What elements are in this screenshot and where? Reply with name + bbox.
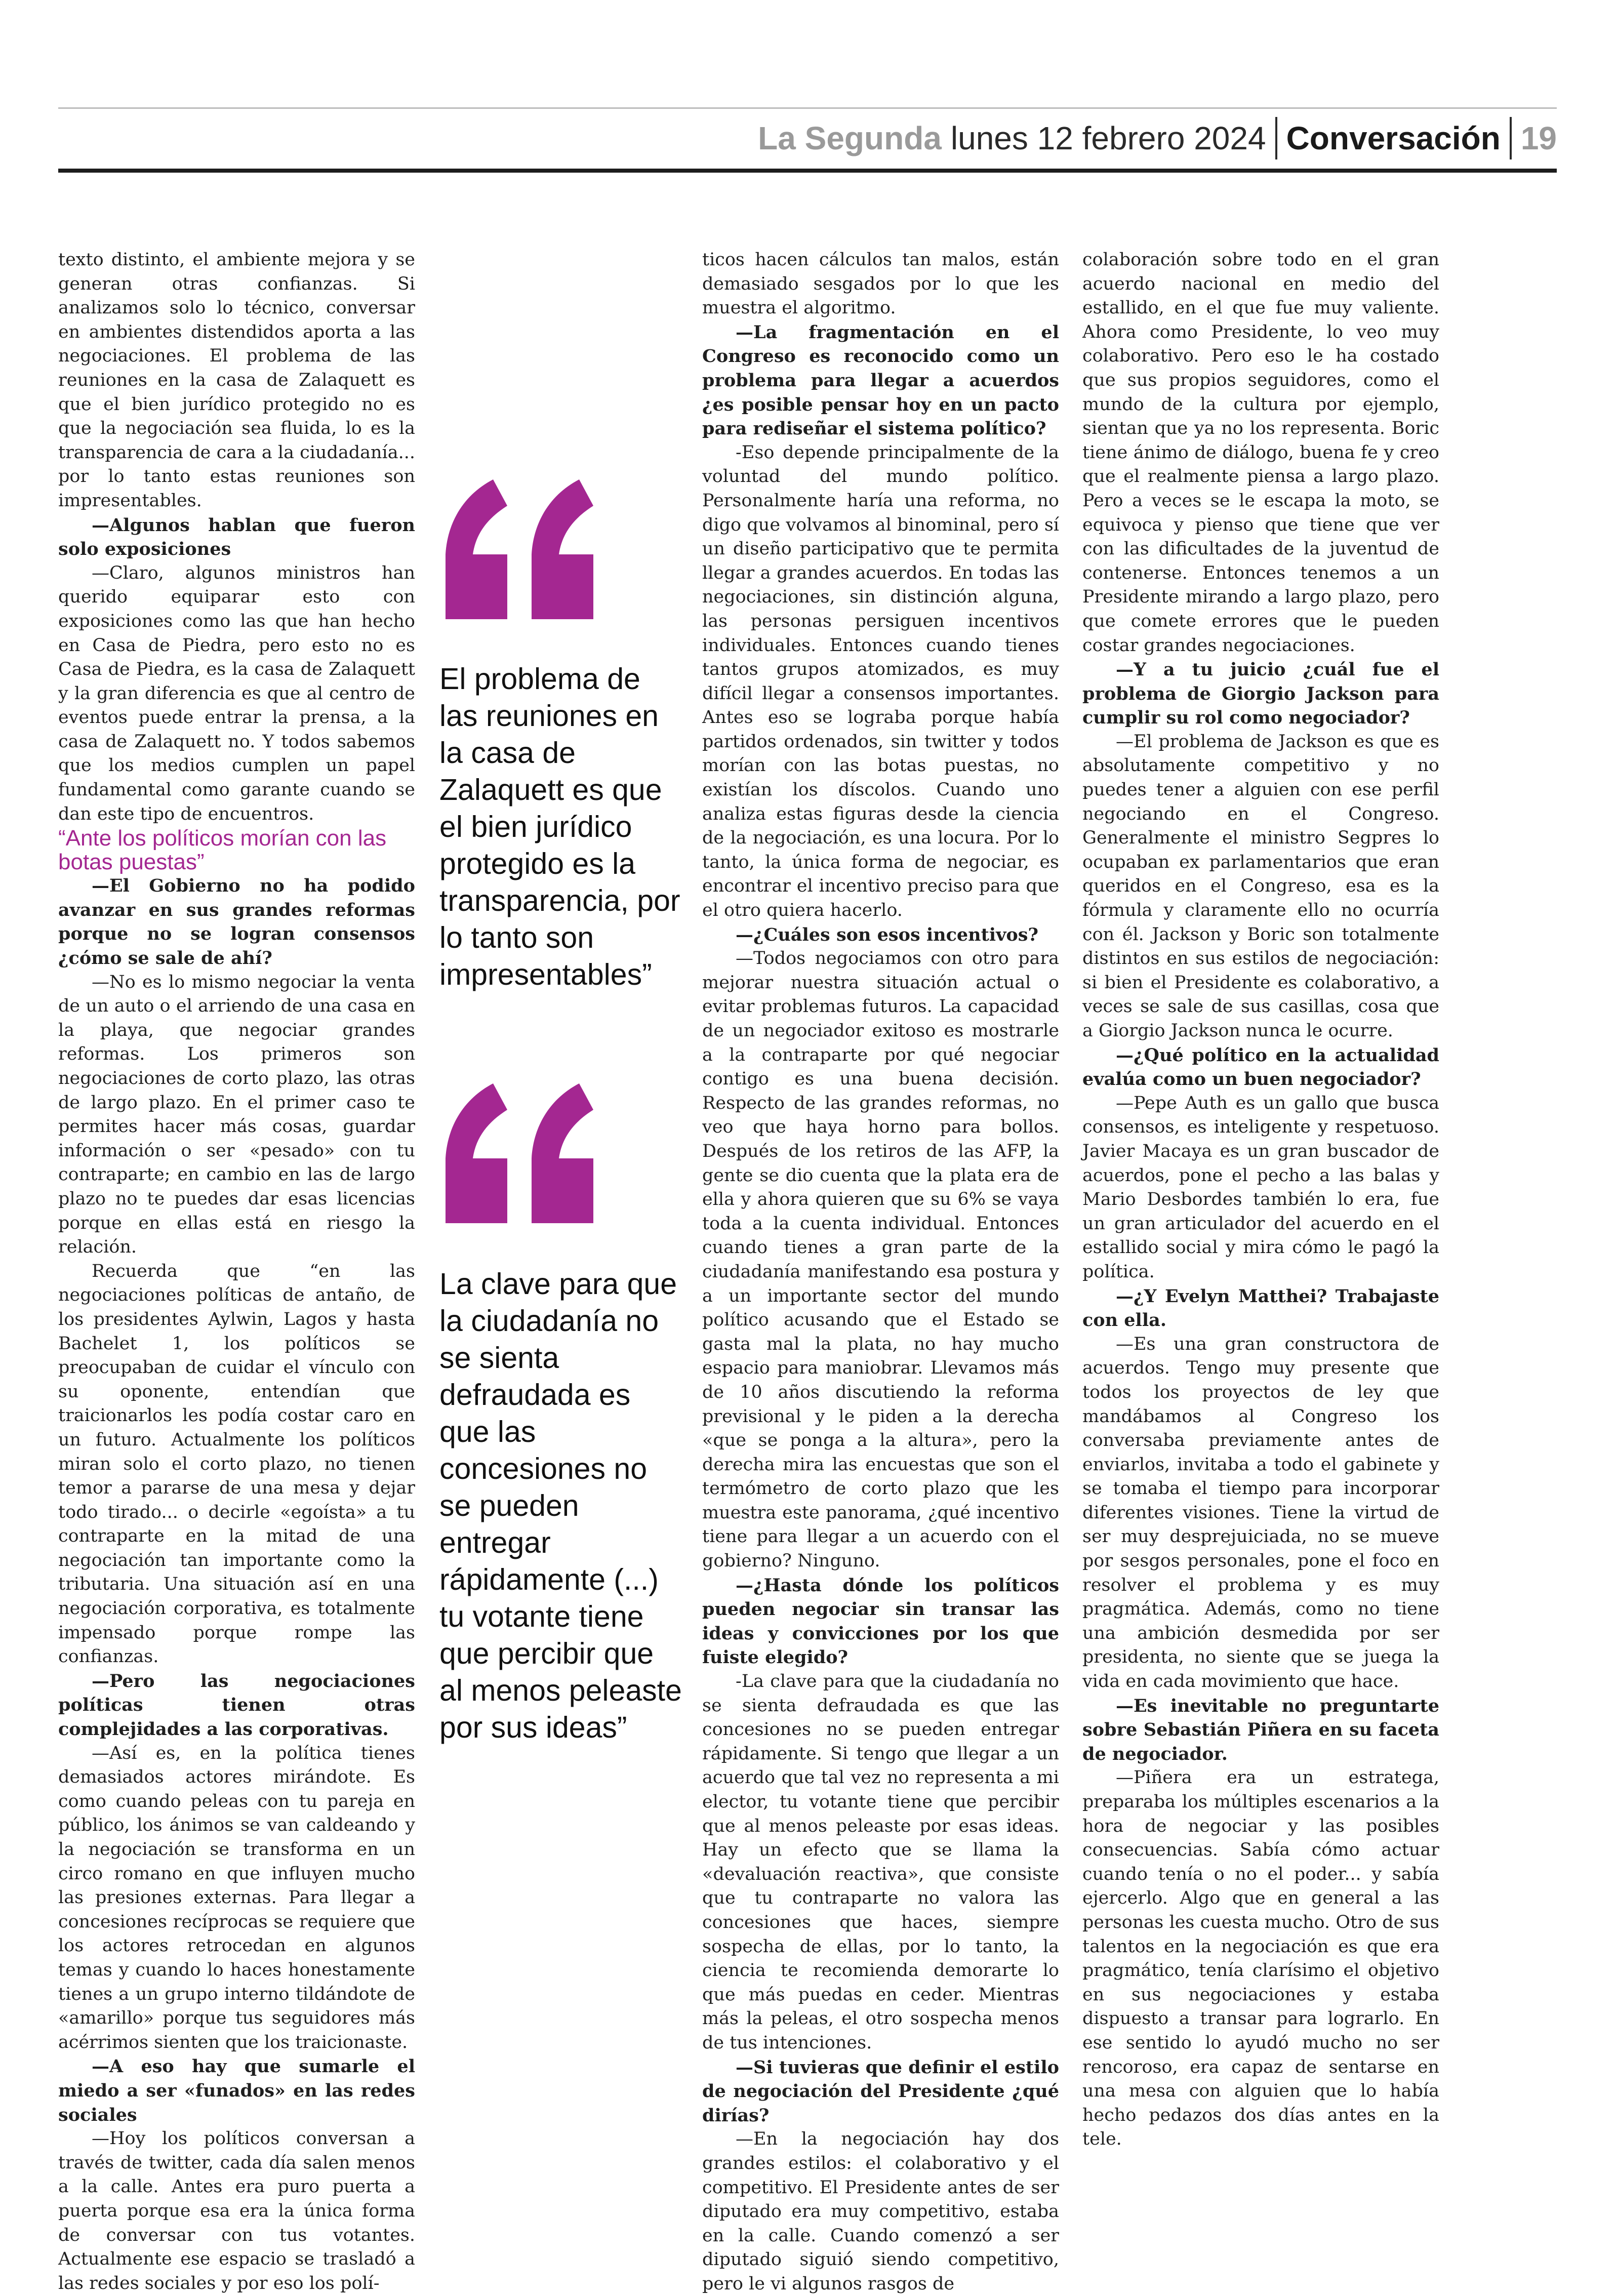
interview-question: —La fragmentación en el Congreso es reconocido como un problema para llegar a acuerdos ¿es posible pensar hoy en un pacto para rediseñar el sistema político? — [702, 321, 1059, 439]
header-divider — [1275, 117, 1277, 159]
interview-question: —¿Qué político en la actualidad evalúa como un buen negociador? — [1082, 1044, 1439, 1090]
quote-mark-icon — [436, 473, 603, 625]
header-divider — [1510, 117, 1512, 159]
paragraph: —Piñera era un estratega, preparaba los múltiples escenarios a la hora de negociar y las posibles consecuencias. Sabía cómo actuar cuando tenía o no el poder... y sabía ejercerlo. Algo que en general a las personas les cuesta mucho. Otro de sus talentos en la negociación es que era pragmático, tenía clarísimo el objetivo en sus negociaciones y estaba dispuesto a transar para lograrlo. En ese sentido lo ayudó mucho no ser rencoroso, era capaz de sentarse en una mesa con alguien que lo había hecho pedazos dos días antes en la tele. — [1082, 1767, 1439, 2150]
article-column-3 — [702, 248, 1059, 2296]
interview-question: —Pero las negociaciones políticas tienen otras complejidades a las corporativas. — [58, 1670, 415, 1740]
interview-question: —Si tuvieras que definir el estilo de negociación del Presidente ¿qué dirías? — [702, 2057, 1059, 2126]
interview-question: —Algunos hablan que fueron solo exposiciones — [58, 514, 415, 560]
interview-question: —¿Y Evelyn Matthei? Trabajaste con ella. — [1082, 1285, 1439, 1331]
paragraph: —En la negociación hay dos grandes estilos: el colaborativo y el competitivo. El Presidente antes de ser diputado era muy competitivo, estaba en la calle. Cuando comenzó a ser diputado siguió siendo competitivo, pero le vi algunos rasgos de — [702, 2129, 1059, 2294]
paragraph: -La clave para que la ciudadanía no se sienta defraudada es que las concesiones no se pueden entregar rápidamente. Si tengo que llegar a un acuerdo que tal vez no representa a mi elector, tu votante tiene que percibir que al menos peleaste por esas ideas. Hay un efecto que se llama la «devaluación reactiva», que consiste que tu contraparte no valora las concesiones que haces, siempre sospecha de ellas, por lo tanto, la ciencia te recomienda demorarte lo que más puedas en ceder. Mientras más la peleas, el otro sospecha menos de tus intenciones. — [702, 1671, 1059, 2053]
quote-mark-icon — [436, 1077, 603, 1229]
interview-question: —El Gobierno no ha podido avanzar en sus grandes reformas porque no se logran consensos ¿cómo se sale de ahí? — [58, 875, 415, 969]
paragraph: colaboración sobre todo en el gran acuerdo nacional en medio del estallido, en el que fue muy valiente. Ahora como Presidente, lo veo muy colaborativo. Pero eso le ha costado que sus propios seguidores, como el mundo de la cultura por ejemplo, sientan que ya no los representa. Boric tiene ánimo de diálogo, buena fe y creo que el realmente piensa a largo plazo. Pero a veces se le escapa la moto, se equivoca y pienso que tiene que ver con las dificultades de la juventud de contenerse. Entonces tenemos a un Presidente mirando a largo plazo, pero que comete errores que le pueden costar grandes negociaciones. — [1082, 250, 1439, 656]
paragraph: —El problema de Jackson es que es absolutamente competitivo y no puedes tener a alguien con ese perfil negociando en el Congreso. Generalmente el ministro Segpres lo ocupaban ex parlamentarios que eran queridos en el Congreso, esa es la fórmula y claramente ello no ocurría con él. Jackson y Boric son totalmente distintos en sus estilos de negociación: si bien el Presidente es colaborativo, a veces se sale de sus casillas, cosa que a Giorgio Jackson nunca le ocurre. — [1082, 731, 1439, 1041]
paragraph: —Es una gran constructora de acuerdos. Tengo muy presente que todos los proyectos de ley que mandábamos al Congreso los conversaba previamente antes de enviarlos, invitaba a todo el gabinete y se tomaba el tiempo para incorporar diferentes visiones. Tiene la virtud de ser muy desprejuiciada, no se mueve por sesgos personales, pone el foco en resolver el problema y es muy pragmática. Además, como no tiene una ambición desmedida por ser presidenta, no siente que se juega la vida en cada movimiento que hace. — [1082, 1334, 1439, 1692]
interview-question: —A eso hay que sumarle el miedo a ser «funados» en las redes sociales — [58, 2056, 415, 2125]
paragraph: Recuerda que “en las negociaciones políticas de antaño, de los presidentes Aylwin, Lagos y hasta Bachelet 1, los políticos se preocupaban de cuidar el vínculo con su oponente, entendían que traicionarlos les podía costar caro en un futuro. Actualmente los políticos miran solo el corto plazo, no tienen temor a pararse de una mesa y dejar todo tirado... o decirle «egoísta» a tu contraparte en la mitad de una negociación tan importante como la tributaria. Una situación así en una negociación corporativa, es totalmente impensado porque rompe las confianzas. — [58, 1261, 415, 1667]
issue-date: lunes 12 febrero 2024 — [950, 120, 1266, 156]
paragraph: —Todos negociamos con otro para mejorar nuestra situación actual o evitar problemas futuros. La capacidad de un negociador exitoso es mostrarle a la contraparte por qué negociar contigo es una buena decisión. Respecto de las grandes reformas, no veo que haya horno para bollos. Después de los retiros de las AFP, la gente se dio cuenta que la plata era de ella y ahora quieren que su 6% se vaya toda a la cuenta individual. Entonces cuando tienes a gran parte de la ciudadanía manifestando esa postura y a un importante sector del mundo político acusando que el Estado se gasta mal la plata, no hay mucho espacio para maniobrar. Llevamos más de 10 años discutiendo la reforma previsional y le piden a la derecha «que se ponga a la altura», pero la derecha mira las encuestas que son el termómetro de corto plazo que les muestra este panorama, ¿qué incentivo tiene para llegar a un acuerdo con el gobierno? Ninguno. — [702, 948, 1059, 1572]
publication-name: La Segunda — [758, 120, 942, 156]
interview-question: —¿Hasta dónde los políticos pueden negociar sin transar las ideas y convicciones por los que fuiste elegido? — [702, 1575, 1059, 1668]
pull-quote: El problema de las reuniones en la casa de Zalaquett es que el bien jurídico protegido es la transparencia, por lo tanto son impresentables” — [439, 662, 680, 991]
header-bottom-rule — [58, 169, 1557, 173]
paragraph: texto distinto, el ambiente mejora y se generan otras confianzas. Si analizamos solo lo técnico, conversar en ambientes distendidos aporta a las negociaciones. El problema de las reuniones en la casa de Zalaquett es que el bien jurídico protegido no es que la negociación sea fluida, lo es la transparencia de cara a la ciudadanía... por lo tanto estas reuniones son impresentables. — [58, 250, 415, 511]
paragraph: ticos hacen cálculos tan malos, están demasiado sesgados por lo que les muestra el algoritmo. — [702, 250, 1059, 318]
article-column-1 — [58, 248, 415, 2295]
article-subheading: “Ante los políticos morían con las botas puestas” — [58, 826, 387, 875]
paragraph: —Pepe Auth es un gallo que busca consensos, es inteligente y respetuoso. Javier Macaya es un gran buscador de acuerdos, pone el pecho a las balas y Mario Desbordes también lo era, fue un gran articulador del acuerdo en el estallido social y mira cómo le pagó la política. — [1082, 1093, 1439, 1282]
interview-question: —Es inevitable no preguntarte sobre Sebastián Piñera en su faceta de negociador. — [1082, 1695, 1439, 1764]
header-top-rule — [58, 107, 1557, 109]
paragraph: —Claro, algunos ministros han querido equiparar esto con exposiciones como las que han hecho en Casa de Piedra, pero esto no es Casa de Piedra, es la casa de Zalaquett y la gran diferencia es que al centro de eventos puede entrar la prensa, a la casa de Zalaquett no. Y todos sabemos que los medios cumplen un papel fundamental como garante cuando se dan este tipo de encuentros. — [58, 562, 415, 824]
paragraph: -Eso depende principalmente de la voluntad del mundo político. Personalmente haría una reforma, no digo que volvamos al binominal, pero sí un diseño participativo que te permita llegar a grandes acuerdos. En todas las negociaciones, sin distinción alguna, las personas persiguen incentivos individuales. Entonces cuando tienes tantos grupos atomizados, es muy difícil llegar a consensos importantes. Antes eso se lograba porque había partidos ordenados, sin twitter y todos morían con las botas puestas, no existían los díscolos. Cuando uno analiza estas figuras desde la ciencia de la negociación, es una locura. Por lo tanto, la única forma de negociar, es encontrar el incentivo preciso para que el otro quiera hacerlo. — [702, 442, 1059, 921]
page-header — [58, 110, 1557, 166]
paragraph: —Así es, en la política tienes demasiados actores mirándote. Es como cuando peleas con tu pareja en público, los ánimos se van caldeando y la negociación se transforma en un circo romano en que influyen mucho las presiones externas. Para llegar a concesiones recíprocas se requiere que los actores retrocedan en algunos temas y cuando lo haces honestamente tienes a un grupo interno tildándote de «amarillo» porque tus seguidores más acérrimos sienten que los traicionaste. — [58, 1743, 415, 2052]
pull-quote: La clave para que la ciudadanía no se sienta defraudada es que las concesiones no se pueden entregar rápidamente (...) tu votante tiene que percibir que al menos peleaste por sus ideas” — [439, 1267, 682, 1744]
section-name: Conversación — [1286, 120, 1501, 156]
paragraph: —Hoy los políticos conversan a través de twitter, cada día salen menos a la calle. Antes era puro puerta a puerta porque esa era la única forma de conversar con tus votantes. Actualmente ese espacio se trasladó a las redes sociales y por eso los polí- — [58, 2128, 415, 2293]
interview-question: —¿Cuáles son esos incentivos? — [736, 924, 1038, 945]
paragraph: —No es lo mismo negociar la venta de un auto o el arriendo de una casa en la playa, que negociar grandes reformas. Los primeros son negociaciones de corto plazo, las otras de largo plazo. En el primer caso te permites hacer más cosas, guardar información o ser «pesado» con tu contraparte; en cambio en las de largo plazo no te puedes dar esas licencias porque en ellas está en riesgo la relación. — [58, 972, 415, 1258]
article-column-4 — [1082, 248, 1439, 2152]
page-number: 19 — [1520, 120, 1557, 156]
interview-question: —Y a tu juicio ¿cuál fue el problema de Giorgio Jackson para cumplir su rol como negociador? — [1082, 659, 1439, 729]
